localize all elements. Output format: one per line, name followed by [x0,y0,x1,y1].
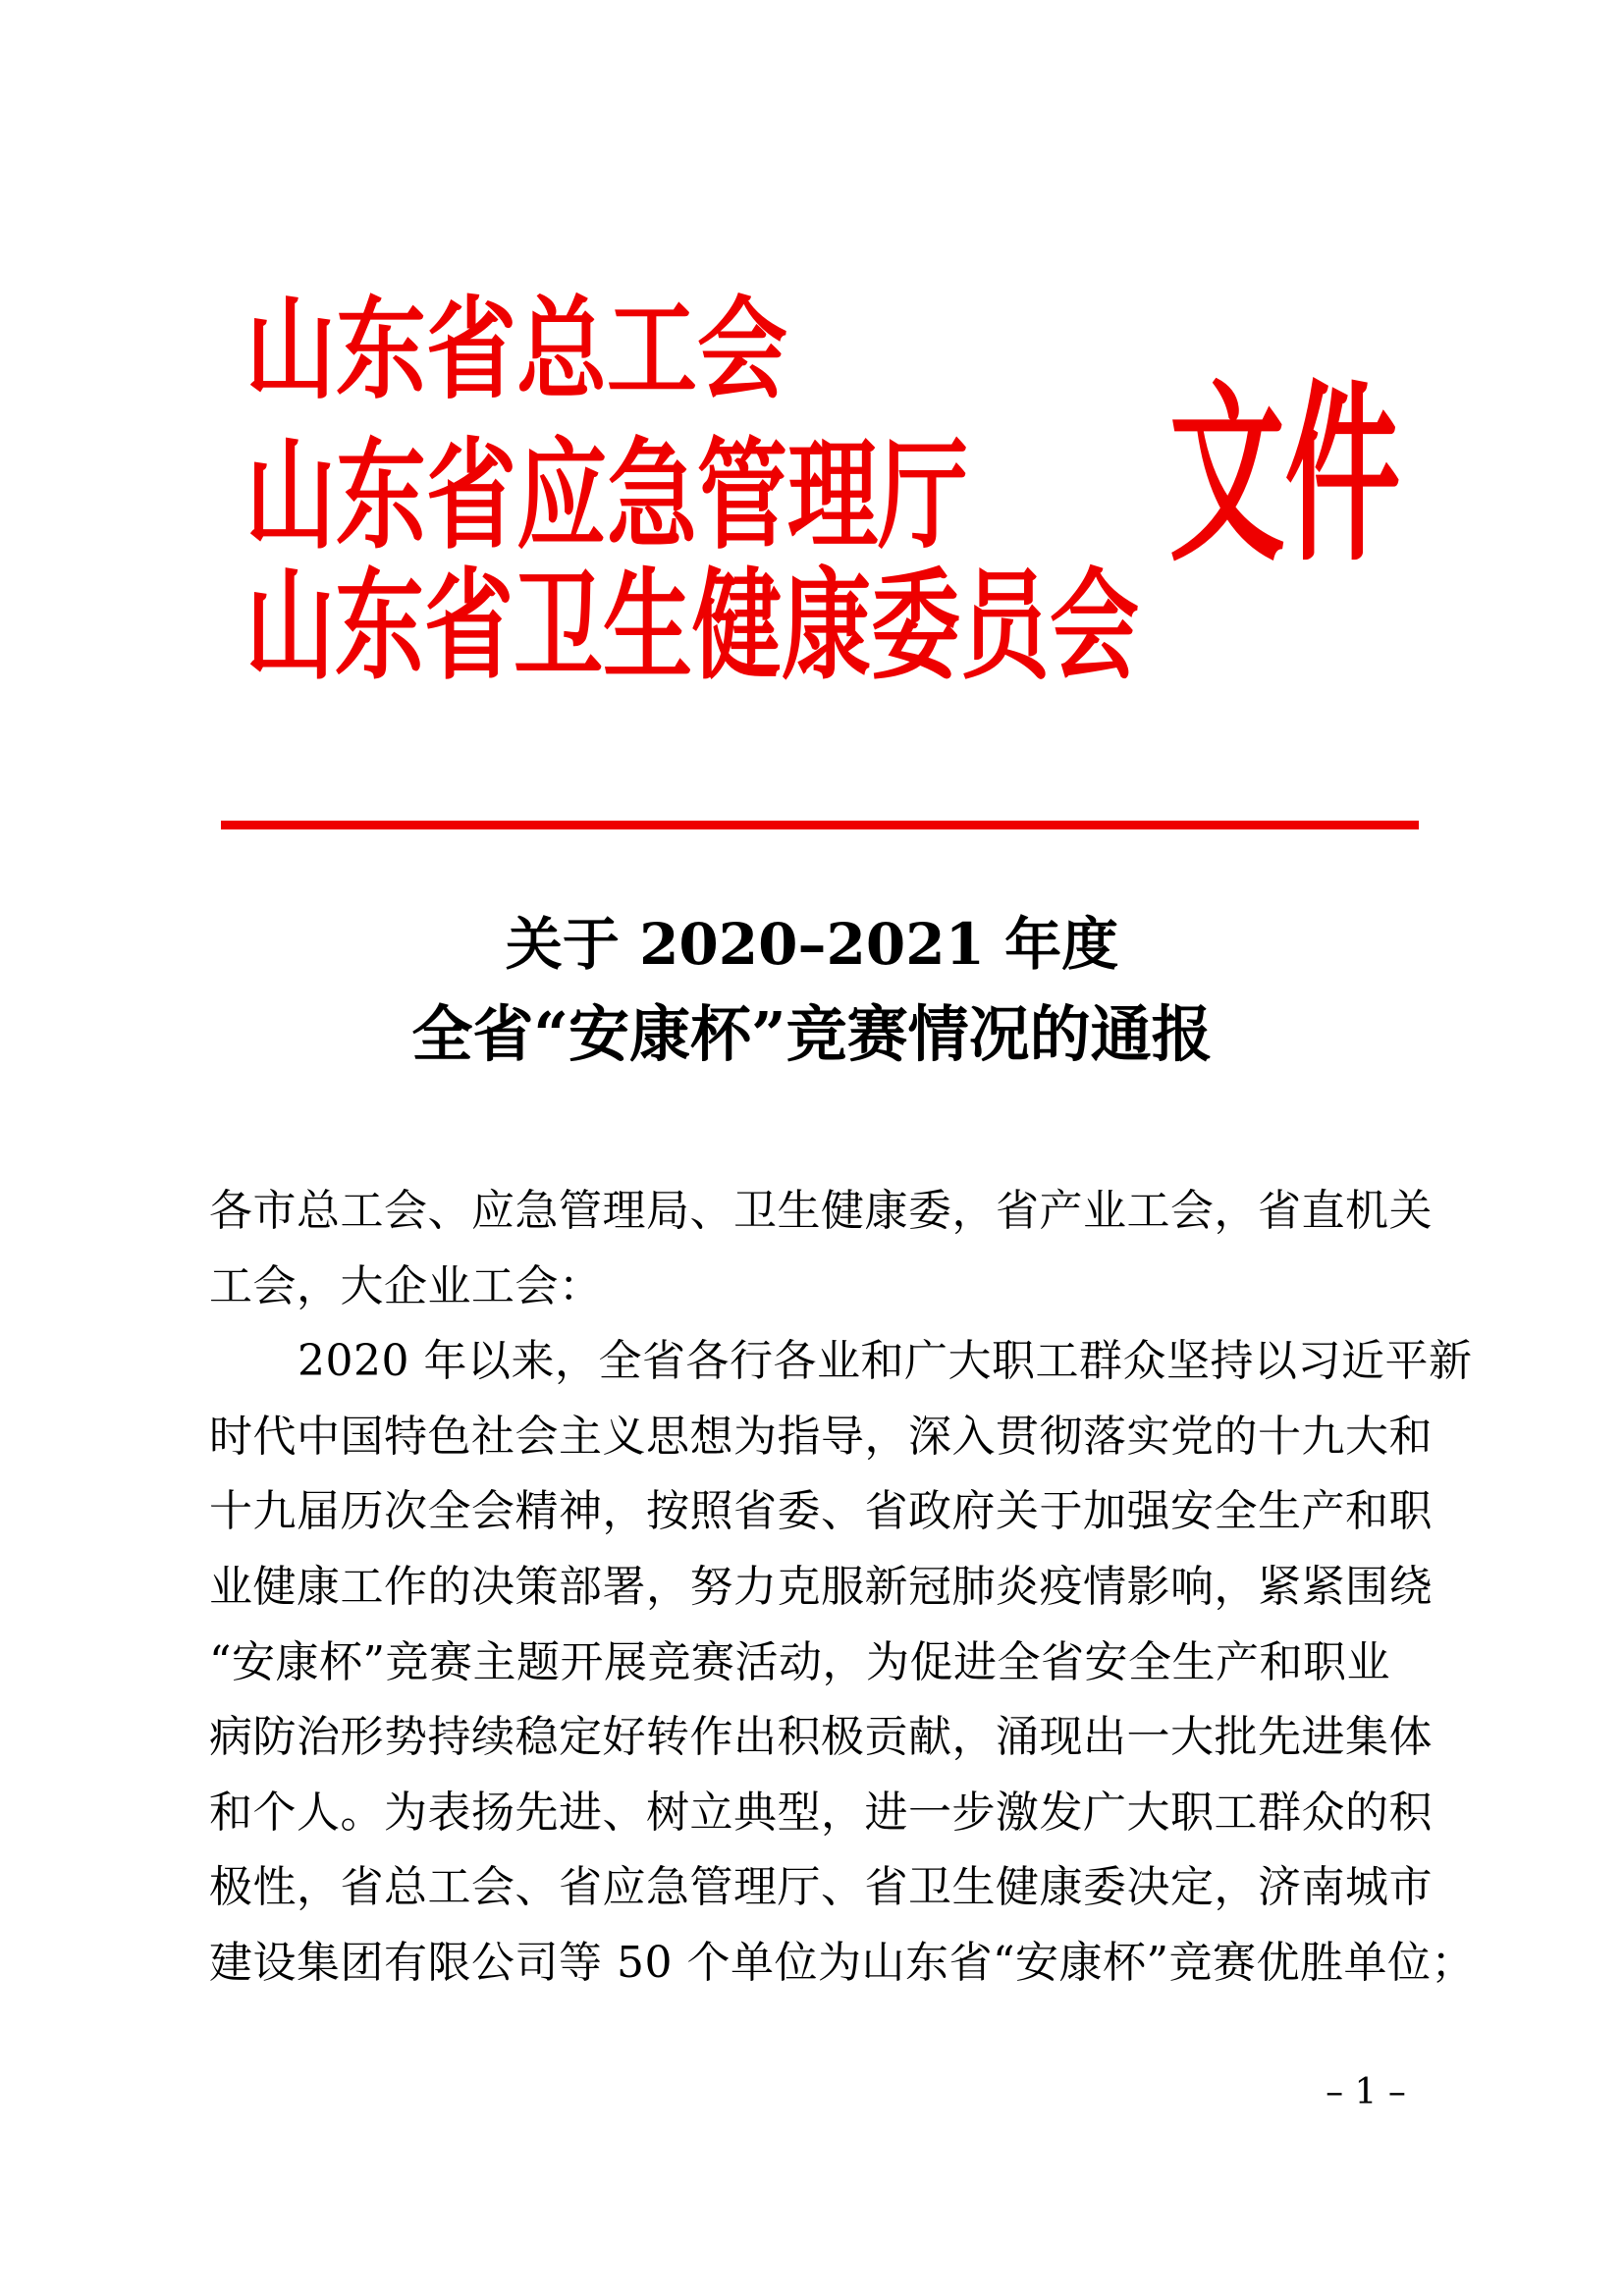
paragraph-line-3: 十九届历次全会精神，按照省委、省政府关于加强安全生产和职 [209,1486,1433,1537]
page-number: – 1 – [1326,2072,1406,2112]
document-type-label: 文件 [1169,362,1401,588]
org-name-line-1: 山东省总工会 [245,285,788,414]
paragraph-line-9: 建设集团有限公司等 50 个单位为山东省“安康杯”竞赛优胜单位； [209,1937,1475,1988]
paragraph-line-2: 时代中国特色社会主义思想为指导，深入贯彻落实党的十九大和 [209,1411,1433,1462]
paragraph-line-8: 极性，省总工会、省应急管理厅、省卫生健康委决定，济南城市 [209,1862,1433,1913]
paragraph-line-5: “安康杯”竞赛主题开展竞赛活动，为促进全省安全生产和职业 [209,1636,1390,1687]
paragraph-line-6: 病防治形势持续稳定好转作出积极贡献，涌现出一大批先进集体 [209,1712,1433,1763]
paragraph-line-4: 业健康工作的决策部署，努力克服新冠肺炎疫情影响，紧紧围绕 [209,1561,1433,1612]
paragraph-line-1: 2020 年以来，全省各行各业和广大职工群众坚持以习近平新 [298,1336,1473,1387]
document-title-line-2: 全省“安康杯”竞赛情况的通报 [411,998,1213,1070]
paragraph-line-7: 和个人。为表扬先进、树立典型，进一步激发广大职工群众的积 [209,1787,1433,1838]
red-divider-line [221,821,1419,829]
org-name-line-3: 山东省卫生健康委员会 [245,557,1140,697]
org-name-line-2: 山东省应急管理厅 [245,425,969,565]
document-title-line-1: 关于 2020–2021 年度 [505,911,1119,978]
salutation-line-1: 各市总工会、应急管理局、卫生健康委，省产业工会，省直机关 [209,1186,1433,1236]
salutation-line-2: 工会，大企业工会： [209,1260,603,1311]
document-body [209,1174,1475,2002]
